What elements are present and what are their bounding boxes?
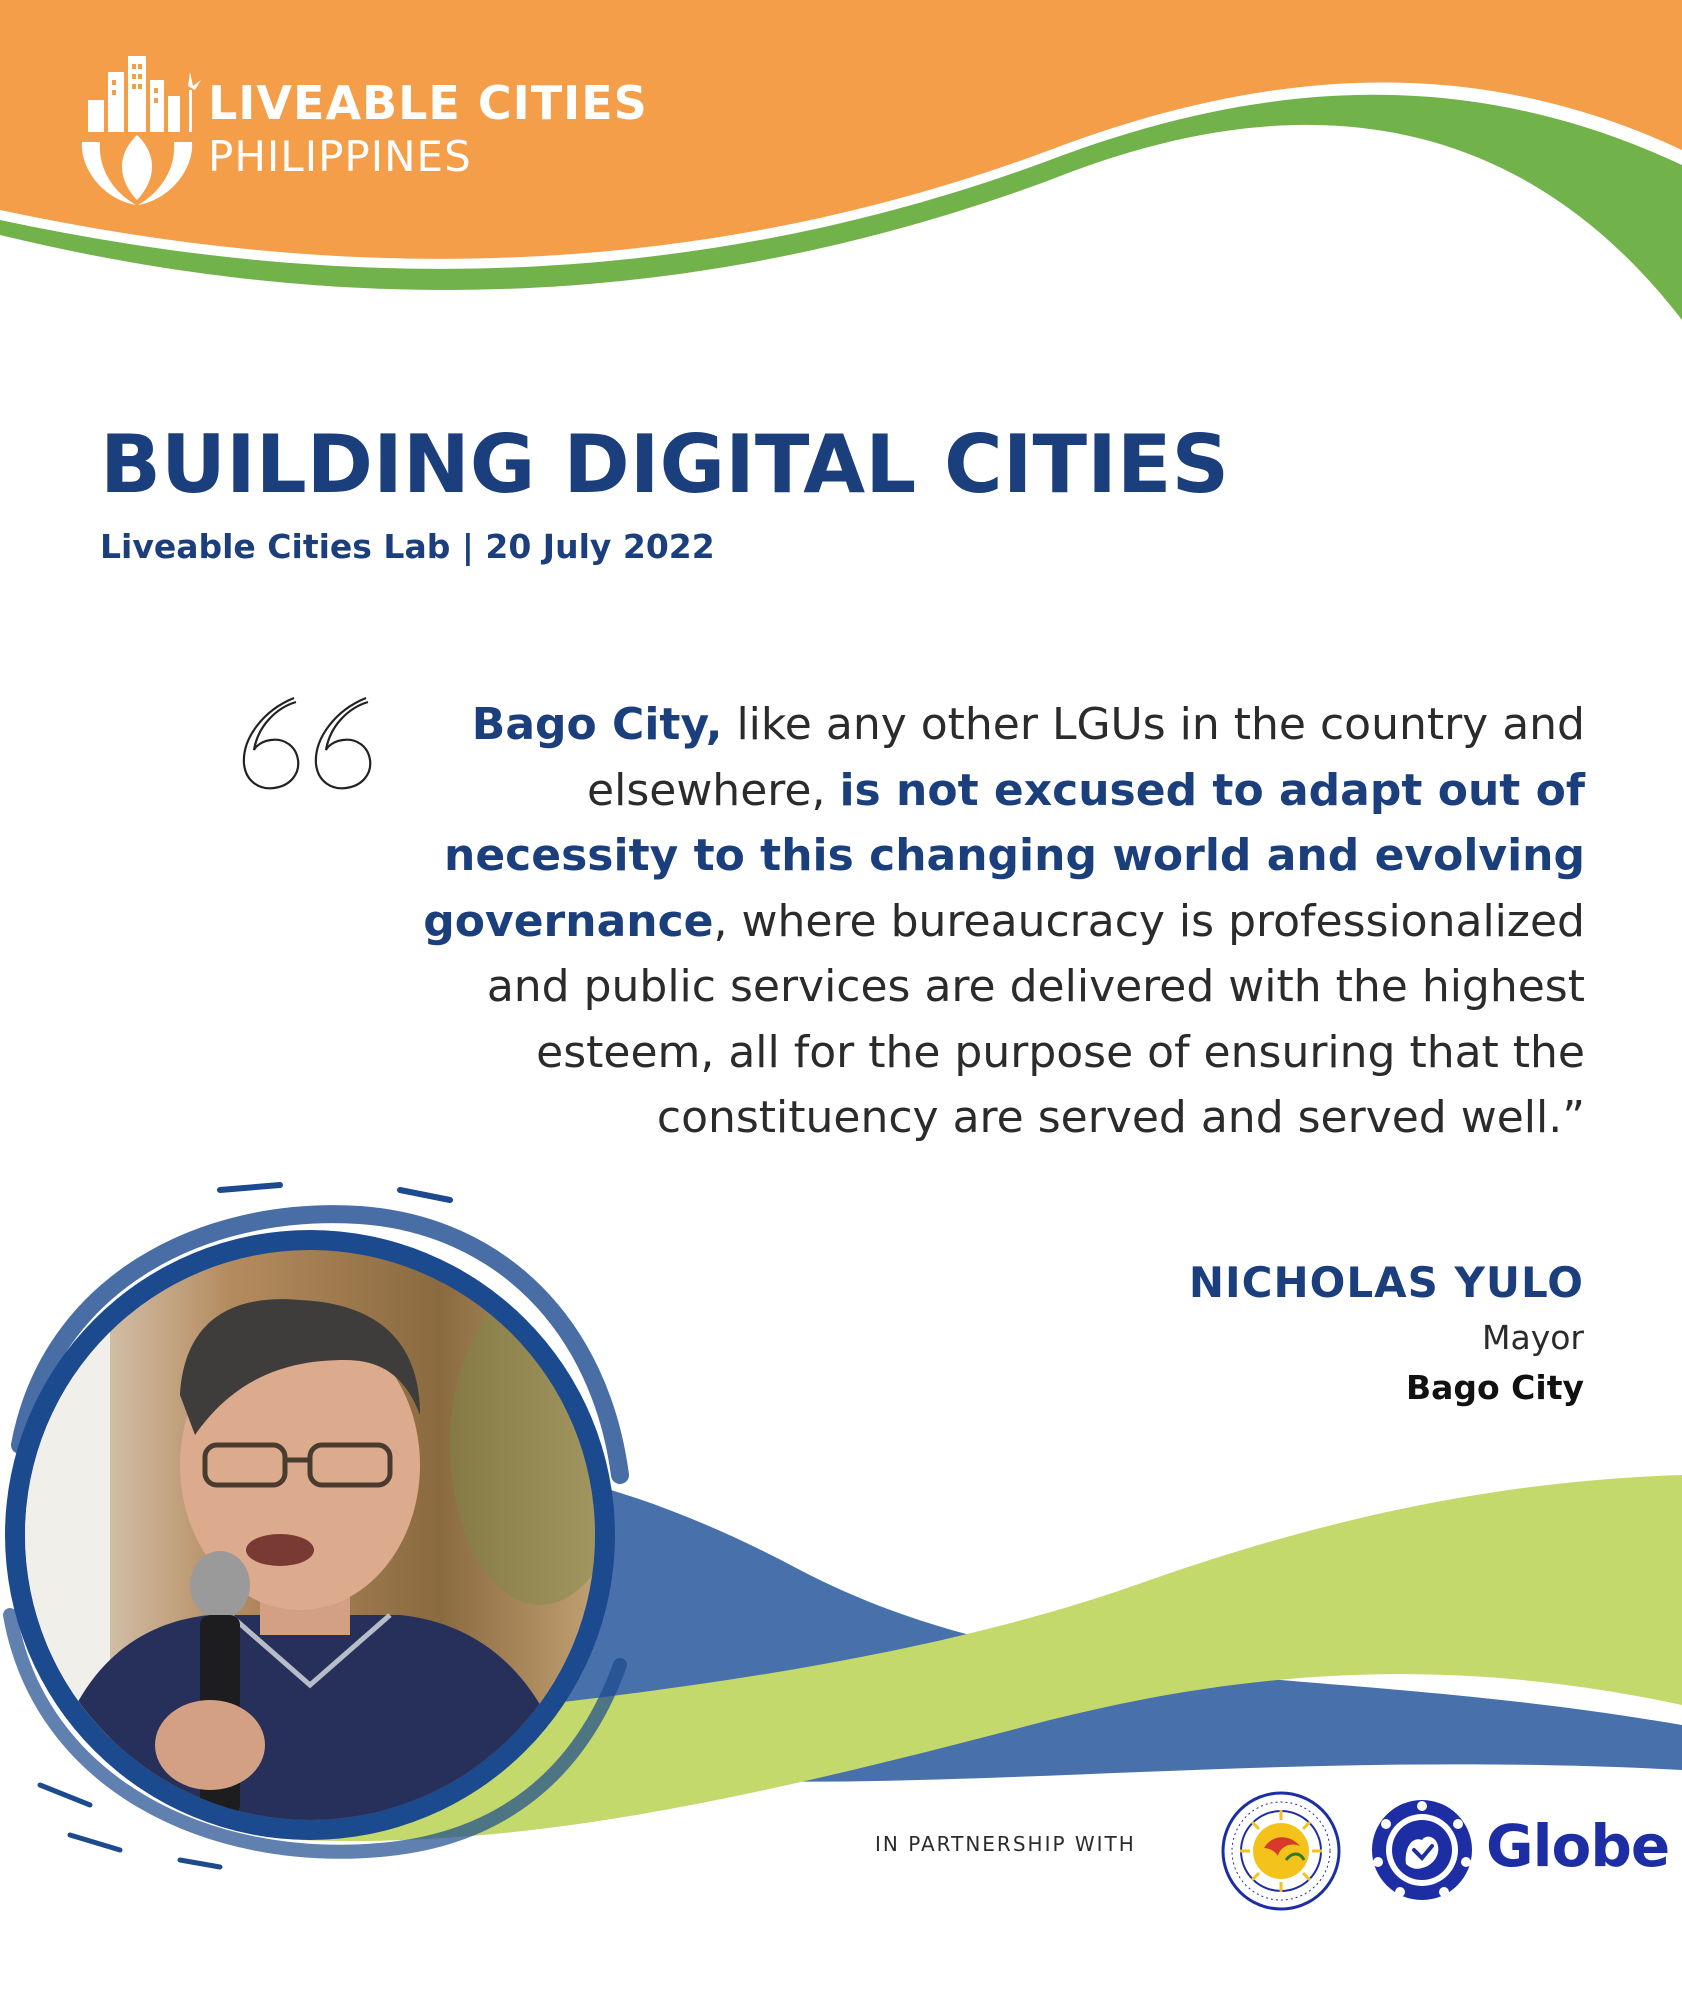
quote-emphasis: Bago City, [471,699,723,750]
globe-wordmark: Globe [1486,1812,1670,1880]
speaker-role: Mayor [1482,1318,1584,1357]
event-subtitle: Liveable Cities Lab | 20 July 2022 [100,527,715,566]
quote-text [390,692,1585,1151]
speaker-name: NICHOLAS YULO [1188,1258,1584,1307]
quote-segment: , where bureaucracy is professionalized and public services are delivered with the highest esteem, all for the purpose of ensuring that the constituency are served and served well.” [486,895,1585,1143]
open-quote-icon [236,690,386,795]
globe-hands-icon [1368,1796,1476,1904]
city-hands-leaf-logo [70,50,205,210]
brand-name-line1: LIVEABLE CITIES [208,76,648,130]
brand-name-line2: PHILIPPINES [208,132,472,181]
league-of-cities-seal [1220,1790,1342,1912]
speaker-portrait [0,1145,660,1885]
partnership-label: IN PARTNERSHIP WITH [875,1832,1136,1856]
speaker-organization: Bago City [1405,1368,1584,1407]
page-title: BUILDING DIGITAL CITIES [100,418,1230,511]
quote-emphasis: is not excused to adapt out of necessity to this changing world and evolving governance [423,764,1585,947]
quote-segment: like any other LGUs in the country and elsewhere, [587,699,1585,816]
